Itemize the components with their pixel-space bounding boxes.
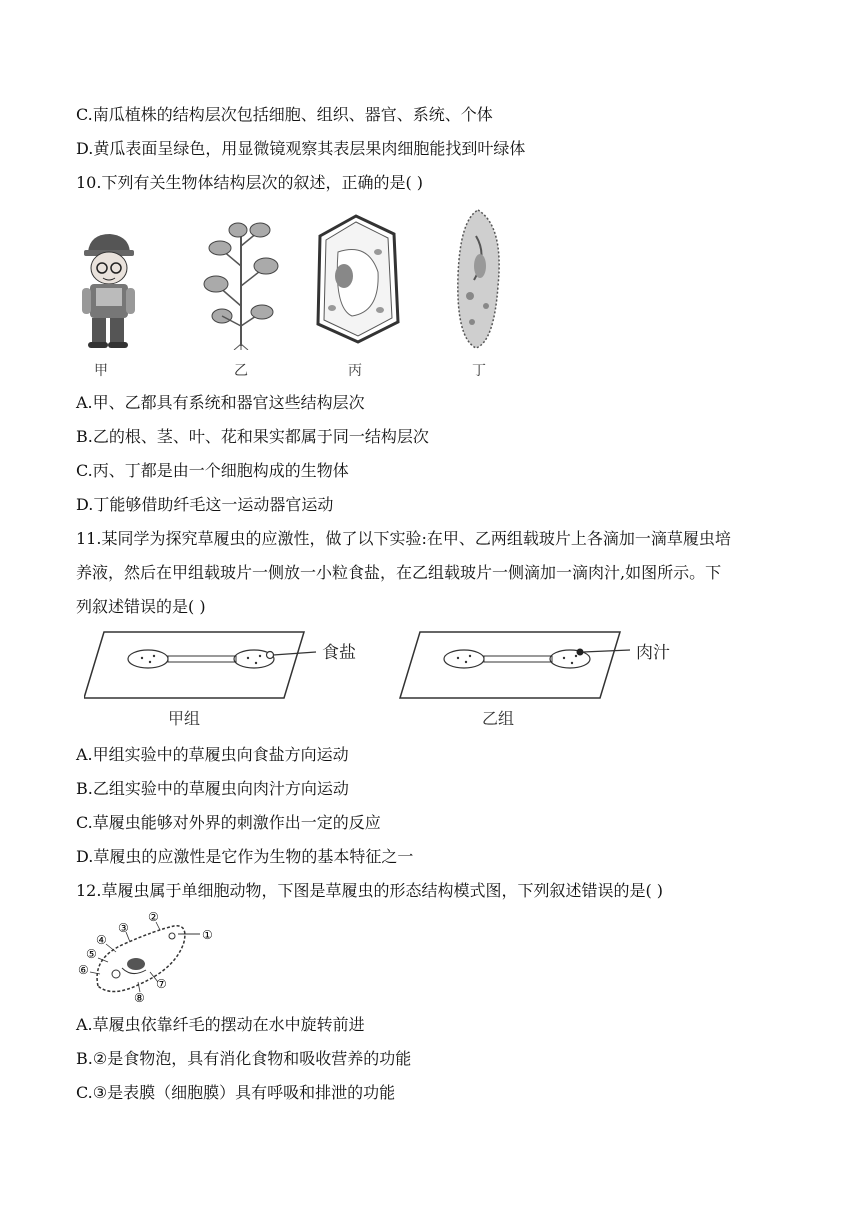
q11-figure: [84, 628, 724, 732]
q10-stem: 10.下列有关生物体结构层次的叙述，正确的是( ): [76, 173, 424, 192]
marker-2: ②: [148, 910, 159, 924]
group-b-label: 乙组: [482, 709, 515, 728]
q12-stem: 12.草履虫属于单细胞动物，下图是草履虫的形态结构模式图，下列叙述错误的是( ): [76, 881, 664, 900]
q11-stem-line3: 列叙述错误的是( ): [76, 597, 206, 616]
paramecium-image: [448, 206, 508, 352]
person-image: [76, 230, 140, 350]
q12-paramecium-diagram: [76, 908, 220, 1008]
marker-5: ⑤: [86, 947, 97, 961]
q11-option-a: A.甲组实验中的草履虫向食盐方向运动: [76, 745, 349, 764]
juice-label: 肉汁: [636, 643, 670, 663]
q9-option-d: D.黄瓜表面呈绿色，用显微镜观察其表层果肉细胞能找到叶绿体: [76, 139, 526, 158]
plant-image: [198, 216, 284, 350]
q9-option-c: C.南瓜植株的结构层次包括细胞、组织、器官、系统、个体: [76, 105, 493, 124]
marker-4: ④: [96, 933, 107, 947]
q11-option-c: C.草履虫能够对外界的刺激作出一定的反应: [76, 813, 381, 832]
label-ding: 丁: [472, 363, 486, 379]
marker-1: ①: [202, 928, 213, 942]
q11-option-b: B.乙组实验中的草履虫向肉汁方向运动: [76, 779, 349, 798]
q11-stem-line1: 11.某同学为探究草履虫的应激性，做了以下实验:在甲、乙两组载玻片上各滴加一滴草履虫培: [76, 529, 731, 548]
label-yi: 乙: [234, 363, 248, 379]
slide-group-b: [400, 632, 630, 698]
salt-label: 食盐: [322, 643, 356, 663]
q10-option-a: A.甲、乙都具有系统和器官这些结构层次: [76, 393, 365, 412]
label-jia: 甲: [94, 363, 108, 379]
label-bing: 丙: [348, 363, 362, 379]
q10-figure: [76, 206, 536, 382]
q11-stem-line2: 养液，然后在甲组载玻片一侧放一小粒食盐，在乙组载玻片一侧滴加一滴肉汁,如图所示。下: [76, 563, 722, 582]
marker-8: ⑧: [134, 991, 145, 1005]
marker-7: ⑦: [156, 977, 167, 991]
q11-option-d: D.草履虫的应激性是它作为生物的基本特征之一: [76, 847, 414, 866]
q10-option-d: D.丁能够借助纤毛这一运动器官运动: [76, 495, 334, 514]
plant-cell-image: [308, 212, 404, 346]
q10-option-b: B.乙的根、茎、叶、花和果实都属于同一结构层次: [76, 427, 429, 446]
slide-group-a: [84, 632, 316, 698]
q10-option-c: C.丙、丁都是由一个细胞构成的生物体: [76, 461, 349, 480]
q12-option-b: B.②是食物泡，具有消化食物和吸收营养的功能: [76, 1049, 412, 1068]
group-a-label: 甲组: [168, 709, 201, 728]
q12-option-c: C.③是表膜（细胞膜）具有呼吸和排泄的功能: [76, 1083, 396, 1102]
marker-3: ③: [118, 921, 129, 935]
q12-option-a: A.草履虫依靠纤毛的摆动在水中旋转前进: [76, 1015, 365, 1034]
marker-6: ⑥: [78, 963, 89, 977]
